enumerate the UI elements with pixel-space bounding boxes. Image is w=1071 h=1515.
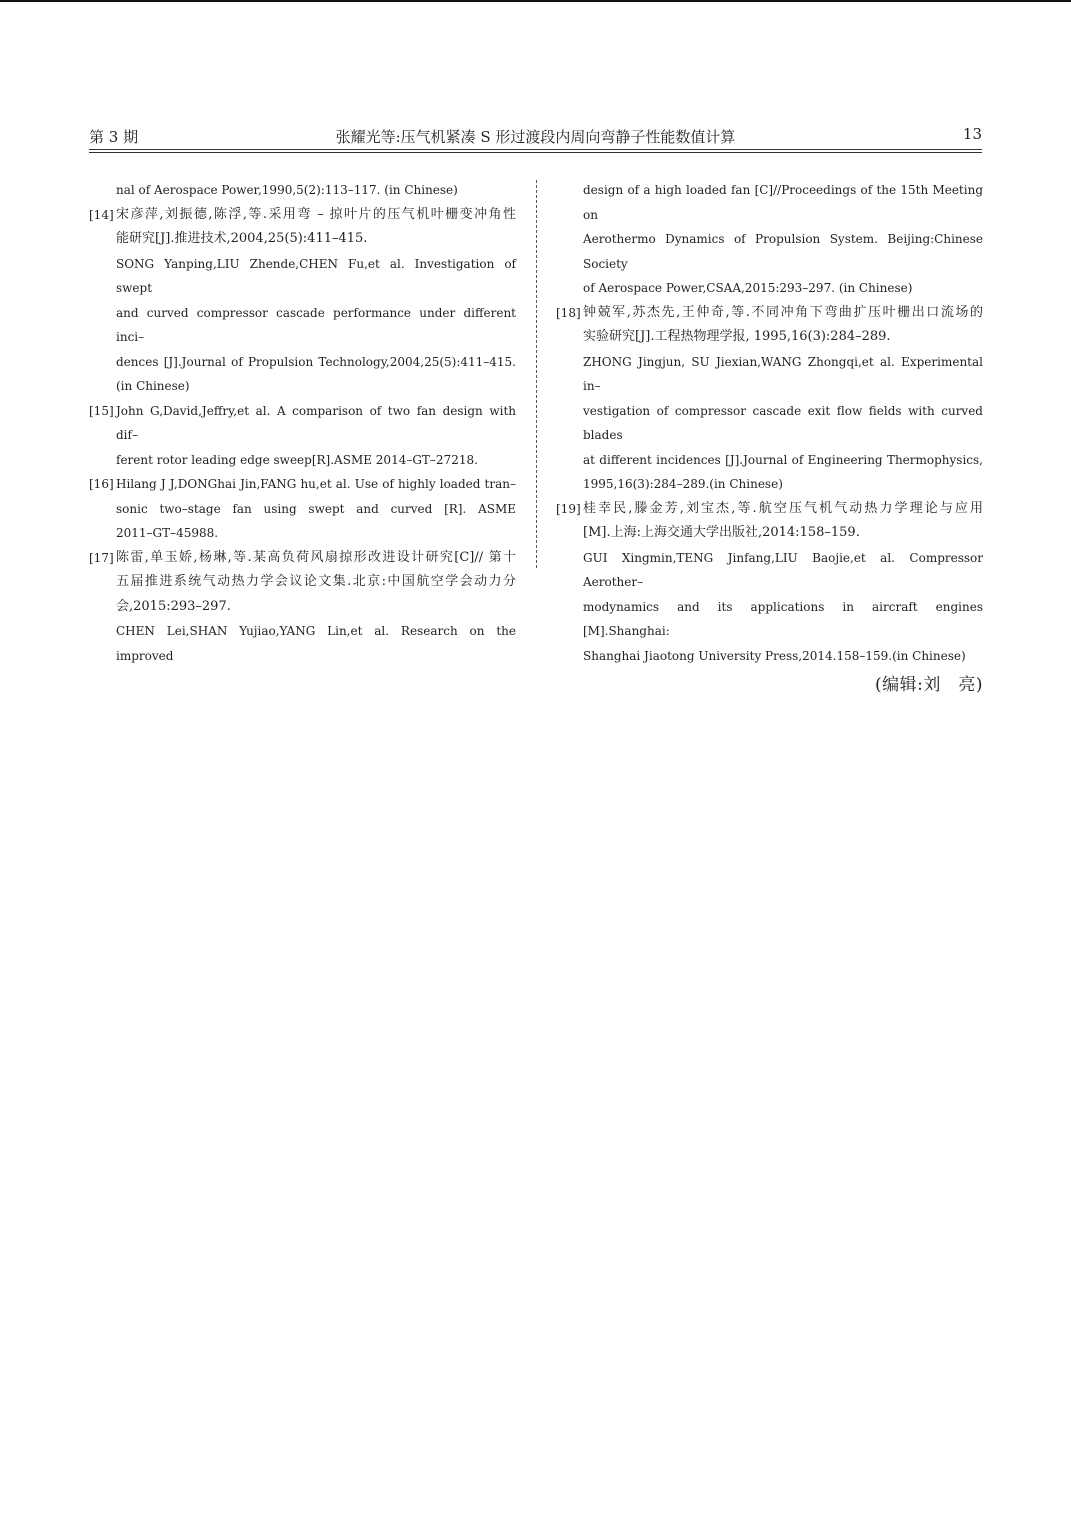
page-number: 13 xyxy=(962,125,982,143)
reference-line: (in Chinese) xyxy=(116,379,190,393)
reference-number: [15] xyxy=(89,403,114,418)
reference-line: modynamics and its applications in aircraft engines [M].Shanghai: xyxy=(583,599,983,638)
reference-line: 会,2015:293–297. xyxy=(116,598,231,614)
reference-line: Shanghai Jiaotong University Press,2014.158–159.(in Chinese) xyxy=(583,648,966,663)
right-column xyxy=(556,178,983,700)
editor-note: (编辑:刘 亮) xyxy=(875,675,983,695)
reference-line: [M].上海:上海交通大学出版社,2014:158–159. xyxy=(583,525,860,540)
reference-17 xyxy=(89,546,516,669)
reference-line: 钟兢军,苏杰先,王仲奇,等.不同冲角下弯曲扩压叶栅出口流场的 xyxy=(583,304,983,320)
reference-line: 陈雷,单玉娇,杨琳,等.某高负荷风扇掠形改进设计研究[C]// 第十 xyxy=(116,549,516,565)
reference-19 xyxy=(556,497,983,669)
reference-16 xyxy=(89,472,516,546)
header-rule-top xyxy=(89,149,982,150)
reference-line: dences [J].Journal of Propulsion Technology,2004,25(5):411–415. xyxy=(116,354,516,369)
reference-line: and curved compressor cascade performance under different inci– xyxy=(116,305,516,344)
reference-number: [14] xyxy=(89,207,114,222)
reference-line: ferent rotor leading edge sweep[R].ASME 2014–GT–27218. xyxy=(116,452,478,467)
reference-number: [16] xyxy=(89,477,114,491)
reference-line: SONG Yanping,LIU Zhende,CHEN Fu,et al. Investigation of swept xyxy=(116,256,516,295)
reference-line: Hilang J J,DONGhai Jin,FANG hu,et al. Use of highly loaded tran– xyxy=(116,477,516,491)
header-rule-bottom xyxy=(89,152,982,153)
reference-line: design of a high loaded fan [C]//Proceedings of the 15th Meeting on xyxy=(583,183,983,222)
reference-line: Aerothermo Dynamics of Propulsion System. Beijing:Chinese Society xyxy=(583,232,983,271)
reference-line: sonic two–stage fan using swept and curved [R]. ASME xyxy=(116,501,516,516)
issue-label: 第 3 期 xyxy=(89,128,139,146)
reference-13-continued xyxy=(89,178,516,203)
top-border-line xyxy=(0,0,1071,2)
reference-line: nal of Aerospace Power,1990,5(2):113–117. (in Chinese) xyxy=(116,183,458,197)
left-column xyxy=(89,178,516,668)
reference-line: CHEN Lei,SHAN Yujiao,YANG Lin,et al. Research on the improved xyxy=(116,624,516,663)
reference-line: 2011–GT–45988. xyxy=(116,526,219,540)
reference-17-continued xyxy=(556,178,983,301)
column-divider xyxy=(536,180,537,568)
reference-line: 1995,16(3):284–289.(in Chinese) xyxy=(583,477,783,491)
reference-line: 五届推进系统气动热力学会议论文集.北京:中国航空学会动力分 xyxy=(116,574,516,589)
reference-line: 实验研究[J].工程热物理学报, 1995,16(3):284–289. xyxy=(583,329,891,344)
reference-15 xyxy=(89,399,516,473)
reference-number: [19] xyxy=(556,501,581,516)
running-header xyxy=(89,125,982,147)
reference-18 xyxy=(556,301,983,497)
reference-line: vestigation of compressor cascade exit flow fields with curved blades xyxy=(583,403,983,442)
reference-line: at different incidences [J].Journal of Engineering Thermophysics, xyxy=(583,452,983,467)
reference-line: ZHONG Jingjun, SU Jiexian,WANG Zhongqi,et al. Experimental in– xyxy=(583,354,983,393)
reference-line: GUI Xingmin,TENG Jinfang,LIU Baojie,et al. Compressor Aerother– xyxy=(583,550,983,589)
reference-line: 桂幸民,滕金芳,刘宝杰,等.航空压气机气动热力学理论与应用 xyxy=(583,500,983,516)
reference-14 xyxy=(89,203,516,399)
reference-number: [18] xyxy=(556,305,581,320)
reference-line: 宋彦萍,刘振德,陈浮,等.采用弯 – 掠叶片的压气机叶栅变冲角性 xyxy=(116,206,516,222)
reference-number: [17] xyxy=(89,550,114,565)
running-title: 张耀光等:压气机紧凑 S 形过渡段内周向弯静子性能数值计算 xyxy=(335,128,736,146)
reference-line: 能研究[J].推进技术,2004,25(5):411–415. xyxy=(116,231,368,246)
reference-line: of Aerospace Power,CSAA,2015:293–297. (in Chinese) xyxy=(583,281,913,295)
reference-line: John G,David,Jeffry,et al. A comparison of two fan design with dif– xyxy=(116,403,516,442)
